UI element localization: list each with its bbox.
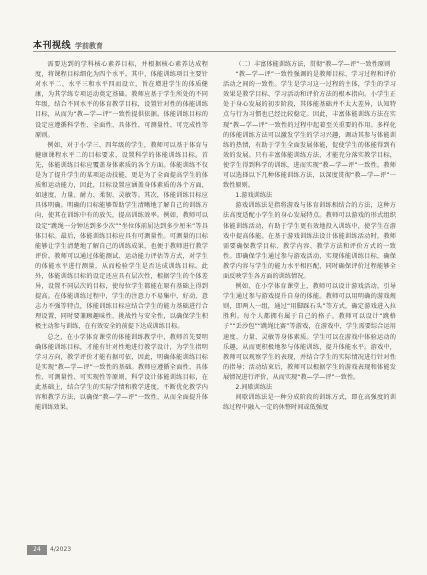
column-title: 本刊视线 [33,41,72,51]
header-divider [33,51,396,52]
paragraph: 游戏训练法是指将游戏与体育训练相结合的方法，这种方法高度适配小学生的身心发展特点。教师可以游戏的形式组织体能训练活动，有助于学生更有效地投入训练中，使学生在游戏中提高体能。在基于游戏训练法设计体能训练活动时，教师需要确保教学目标、教学内容、教学方法和评价方式的一致性。即确保学生通过参与游戏活动，实现体能训练目标，确保教学内容与学生的能力水平相匹配，同时确保评价过程能够全面反映学生各方面的训练情况。 [223,202,396,280]
paragraph: “教—学—评”一致性强调的是教师目标、学习过程和评价活动之间的一致性。学生是学习这一过程的主体，学生的学习效果是教学目标、学习活动和评价方法的根本指向。小学生正处于身心发展的初步阶段，其体能基础并不太大差异，认知特点与行为习惯也已经比较稳定。因此，丰富体能训练方法在实现“教—学—评”一致性的过程中起着至关重要的作用。多样化的体能训练方法可以激发学生的学习兴趣，调动其参与体能训练的热情，有助于学生全面发展体能，促使学生的体能得到有效的发展。只有丰富体能训练方法，才能充分落实教学目标，使学生得到科学的训练，进而实现“教—学—评”一致性。教师可以选择以下几种体能训练方法，以深度贯彻“教—学—评”一致性原则。 [223,71,396,190]
section-heading: （二）丰富体能训练方法，贯彻“教—学—评”一致性原则 [235,61,391,68]
paragraph: 总之，在小学体育课堂的体能训练教学中，教师首先要明确体能训练目标，才能有针对性地进行教学设计，为学生指明学习方向，教学评价才能有据可依，因此，明确体能训练目标是实现“教—学—评”一致性的基础。教师应遵循全面性、具体性、可测量性、可实现性等原则，科学设计体能训练目标，在此基础上，结合学生的实际学情和教学进度，不断优化教学内容和教学方法，以确保“教—学—评”一致性，从而全面提升体能训练效果。 [35,333,208,412]
subsection-heading: 1.游戏训练法 [235,192,273,200]
page-number: 24 [27,545,47,555]
right-column [223,60,396,413]
subsection-heading: 2.间歇训练法 [235,384,273,391]
left-column [35,60,208,413]
paragraph: 间歇训练法是一种分成阶段的训练方式，即在高强度的训练过程中融入一定的休整时间或低强度 [223,394,396,412]
page-footer [0,545,427,555]
paragraph: 需要达到的学科核心素养目标，并根据核心素养达成程度，将课程目标细化为四个水平。其中，体能训练项目主要针对水平二、水平三和水平四而设立，旨在增进学生的体质健康，为其学练专项运动奠定基础。教师应基于学生所处的不同年级，结合不同水平的体育教学目标，设置针对性的体能训练目标，从而为“教—学—评”一致性提供依据。体能训练目标的设定应遵循科学性、全面性、具体性、可测量性、可完成性等原则。 [35,61,208,139]
paragraph: 例如，对于小学三、四年级的学生，教师可以基于体育与健康课程水平二的目标要求，设置科学的体能训练目标。首先，体能训练目标应覆盖身体素质的各个方面。体能训练不仅是为了提升学生的某项运动技能，更是为了全面提高学生的体质和运动能力，因此，目标设置应涵盖身体素质的各个方面，如速度、力量、耐力、柔韧、灵敏等。其次，体能训练目标应具体明确。明确的目标能够帮助学生清晰地了解自己的训练方向，使其在训练中有的放矢，提高训练效率。例如，教师可以设定“跳绳一分钟达到多少次”“坐位体前屈达到多少厘米”等具体目标。最后，体能训练目标应具有可测量性。可测量的目标能够让学生清楚地了解自己的训练成果，也便于教师进行教学评价。教师可以通过体能测试、运动能力评估等方式，对学生的体能水平进行测量，从而检验学生是否达成训练目标。此外，体能训练目标的设定还应具有层次性，根据学生的个体差异，设置不同层次的目标，使每位学生都能在原有基础上得到提高。在体能训练过程中，学生的注意力不易集中，好动、意志力不强等特点，体能训练目标应结合学生的能力基础进行合理设置，同时要兼顾趣味性、挑战性与安全性，以确保学生积极主动参与训练，在有效安全的前提下达成训练目标。 [35,141,208,331]
column-subtitle: 学前教育 [75,42,104,50]
paragraph: 例如，在小学体育课堂上，教师可以设计游戏活动，引导学生通过参与游戏提升自身的体能。教师可以用明确的游戏规则，即两人一组，通过“用脚踩石头”等方式，确定游戏进入拉胜利。每个人都拥有属于自己的格子。教师可以设计“跳格子”“丢沙包”“跳绳比赛”等游戏，在游戏中，学生需要综合运用速度、力量、灵敏等身体素质。学生可以在游戏中体验运动的乐趣，从而更积极地参与体能训练，提升体能水平。游戏中，教师可以观察学生的表现，并结合学生的实际情况进行针对性的指导；活动结束后，教师可以根据学生的游戏表现和体能发展情况进行评价，从而实现“教—学—评”一致性。 [223,283,396,381]
issue-number: 4/2023 [50,546,72,553]
page-header [33,38,103,51]
